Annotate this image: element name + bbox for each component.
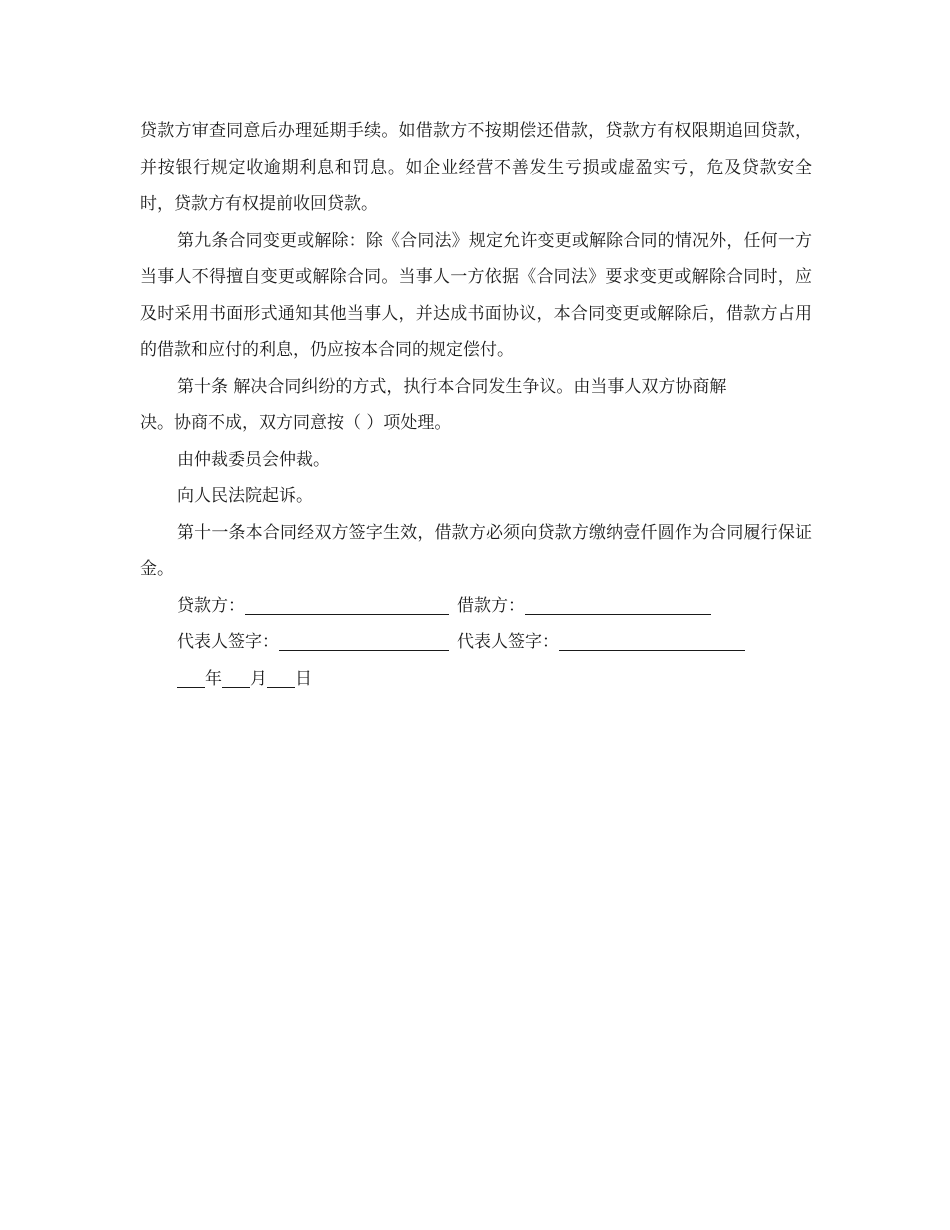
year-blank xyxy=(177,665,205,688)
borrower-signature-line xyxy=(525,592,711,615)
option-arbitration: 由仲裁委员会仲裁。 xyxy=(177,449,330,470)
lender-signature-line xyxy=(245,592,449,615)
month-label: 月 xyxy=(250,668,267,689)
article-10-paragraph xyxy=(140,369,812,406)
representative-signature-row xyxy=(140,624,812,661)
borrower-representative-signature-line xyxy=(559,628,745,651)
contract-body xyxy=(140,113,812,697)
article-10-line-1: 第十条 解决合同纠纷的方式，执行本合同发生争议。由当事人双方协商解 xyxy=(177,376,727,397)
article-10-continuation xyxy=(140,405,812,442)
borrower-representative-label: 代表人签字： xyxy=(457,632,559,652)
month-blank xyxy=(222,665,250,688)
day-blank xyxy=(267,665,295,688)
lender-representative-label: 代表人签字： xyxy=(177,632,279,652)
year-label: 年 xyxy=(205,668,222,689)
party-signature-row xyxy=(140,588,812,625)
lender-representative-signature-line xyxy=(279,628,449,651)
date-row xyxy=(140,661,812,698)
article-10-line-2: 决。协商不成，双方同意按（ ）项处理。 xyxy=(140,413,452,433)
article-9-paragraph: 第九条合同变更或解除：除《合同法》规定允许变更或解除合同的情况外，任何一方当事人不得擅自变更或解除合同。当事人一方依据《合同法》要求变更或解除合同时，应及时采用书面形式通知其他当事人，并达成书面协议，本合同变更或解除后，借款方占用的借款和应付的利息，仍应按本合同的规定偿付。 xyxy=(140,230,812,360)
loan-extension-paragraph: 贷款方审查同意后办理延期手续。如借款方不按期偿还借款，贷款方有权限期追回贷款，并按银行规定收逾期利息和罚息。如企业经营不善发生亏损或虚盈实亏，危及贷款安全时，贷款方有权提前收回贷款。 xyxy=(140,121,812,214)
option-court: 向人民法院起诉。 xyxy=(177,486,313,506)
article-11-paragraph: 第十一条本合同经双方签字生效，借款方必须向贷款方缴纳壹仟圆作为合同履行保证金。 xyxy=(140,522,812,579)
lender-label: 贷款方： xyxy=(177,595,245,616)
borrower-label: 借款方： xyxy=(457,595,525,616)
day-label: 日 xyxy=(295,668,312,689)
